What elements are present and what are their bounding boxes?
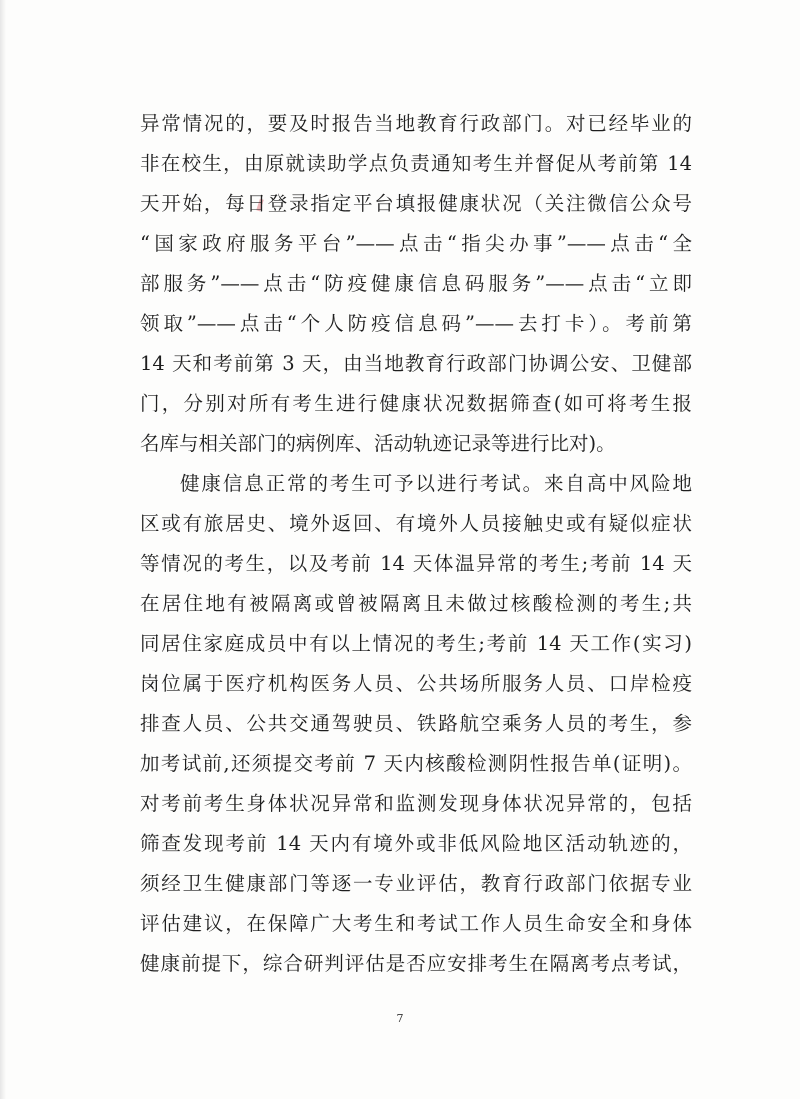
text-line: 排查人员、公共交通驾驶员、铁路航空乘务人员的考生，参 bbox=[140, 712, 692, 735]
text-line: 在居住地有被隔离或曾被隔离且未做过核酸检测的考生;共 bbox=[140, 592, 692, 615]
text-line: 健康前提下，综合研判评估是否应安排考生在隔离考点考试， bbox=[140, 952, 692, 975]
text-line: 岗位属于医疗机构医务人员、公共场所服务人员、口岸检疫 bbox=[140, 672, 692, 695]
text-line: 异常情况的，要及时报告当地教育行政部门。对已经毕业的 bbox=[140, 112, 692, 135]
text-line: 领取”——点击“个人防疫信息码”——去打卡）。考前第 bbox=[140, 312, 692, 335]
text-line: 对考前考生身体状况异常和监测发现身体状况异常的，包括 bbox=[140, 792, 692, 815]
text-line: 部服务”——点击“防疫健康信息码服务”——点击“立即 bbox=[140, 272, 692, 295]
text-line: 须经卫生健康部门等逐一专业评估，教育行政部门依据专业 bbox=[140, 872, 692, 895]
text-line: 14 天和考前第 3 天，由当地教育行政部门协调公安、卫健部 bbox=[140, 352, 692, 375]
text-line: 天开始，每日登录指定平台填报健康状况（关注微信公众号 bbox=[140, 192, 692, 215]
text-line: “国家政府服务平台”——点击“指尖办事”——点击“全 bbox=[140, 232, 692, 255]
text-line: 筛查发现考前 14 天内有境外或非低风险地区活动轨迹的， bbox=[140, 832, 692, 855]
scan-edge-shadow bbox=[0, 0, 6, 1099]
document-body bbox=[140, 104, 692, 984]
text-line: 等情况的考生，以及考前 14 天体温异常的考生;考前 14 天 bbox=[140, 552, 692, 575]
text-line: 名库与相关部门的病例库、活动轨迹记录等进行比对)。 bbox=[140, 432, 616, 455]
text-line: 同居住家庭成员中有以上情况的考生;考前 14 天工作(实习) bbox=[140, 632, 692, 655]
text-line: 加考试前,还须提交考前 7 天内核酸检测阴性报告单(证明)。 bbox=[140, 752, 692, 775]
text-line: 评估建议，在保障广大考生和考试工作人员生命安全和身体 bbox=[140, 912, 692, 935]
text-line: 区或有旅居史、境外返回、有境外人员接触史或有疑似症状 bbox=[140, 512, 692, 535]
text-line: 门，分别对所有考生进行健康状况数据筛查(如可将考生报 bbox=[140, 392, 692, 415]
text-line: 非在校生，由原就读助学点负责通知考生并督促从考前第 14 bbox=[140, 152, 692, 175]
text-line: 健康信息正常的考生可予以进行考试。来自高中风险地 bbox=[180, 472, 692, 495]
page-number: 7 bbox=[396, 1012, 404, 1025]
